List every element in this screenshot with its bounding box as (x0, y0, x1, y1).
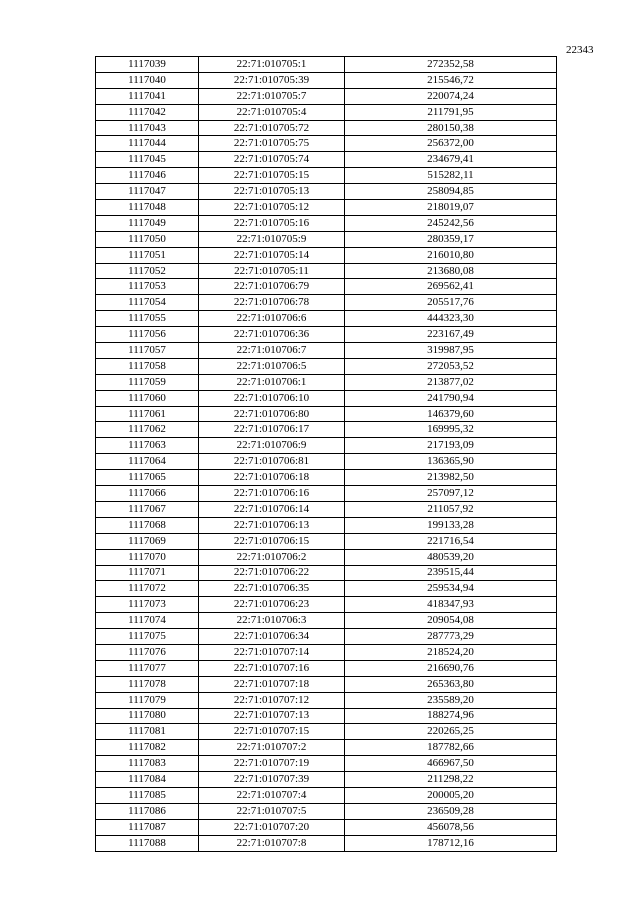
row-number-cell: 1117085 (96, 787, 199, 803)
row-number-cell: 1117059 (96, 374, 199, 390)
cadastral-value-cell: 272352,58 (345, 57, 557, 73)
cadastral-value-cell: 319987,95 (345, 343, 557, 359)
table-row (96, 803, 557, 819)
cadastral-number-cell: 22:71:010707:2 (199, 740, 345, 756)
cadastral-value-cell: 265363,80 (345, 676, 557, 692)
cadastral-number-cell: 22:71:010706:34 (199, 629, 345, 645)
row-number-cell: 1117076 (96, 644, 199, 660)
cadastral-number-cell: 22:71:010707:8 (199, 835, 345, 851)
table-row (96, 184, 557, 200)
cadastral-value-cell: 480539,20 (345, 549, 557, 565)
table-row (96, 215, 557, 231)
cadastral-number-cell: 22:71:010707:4 (199, 787, 345, 803)
row-number-cell: 1117053 (96, 279, 199, 295)
cadastral-value-cell: 200005,20 (345, 787, 557, 803)
cadastral-value-cell: 239515,44 (345, 565, 557, 581)
table-row (96, 327, 557, 343)
table-row (96, 676, 557, 692)
table-row (96, 168, 557, 184)
cadastral-value-cell: 236509,28 (345, 803, 557, 819)
cadastral-number-cell: 22:71:010705:74 (199, 152, 345, 168)
table-row (96, 200, 557, 216)
cadastral-value-cell: 217193,09 (345, 438, 557, 454)
table-row (96, 692, 557, 708)
cadastral-value-cell: 199133,28 (345, 517, 557, 533)
table-row (96, 772, 557, 788)
cadastral-value-cell: 456078,56 (345, 819, 557, 835)
row-number-cell: 1117088 (96, 835, 199, 851)
cadastral-number-cell: 22:71:010706:80 (199, 406, 345, 422)
table-row (96, 660, 557, 676)
cadastral-value-cell: 188274,96 (345, 708, 557, 724)
row-number-cell: 1117056 (96, 327, 199, 343)
cadastral-number-cell: 22:71:010707:14 (199, 644, 345, 660)
cadastral-number-cell: 22:71:010707:39 (199, 772, 345, 788)
cadastral-value-cell: 269562,41 (345, 279, 557, 295)
row-number-cell: 1117057 (96, 343, 199, 359)
cadastral-number-cell: 22:71:010707:18 (199, 676, 345, 692)
cadastral-number-cell: 22:71:010707:5 (199, 803, 345, 819)
cadastral-value-cell: 220074,24 (345, 88, 557, 104)
cadastral-number-cell: 22:71:010706:79 (199, 279, 345, 295)
row-number-cell: 1117087 (96, 819, 199, 835)
cadastral-number-cell: 22:71:010705:9 (199, 231, 345, 247)
cadastral-value-cell: 223167,49 (345, 327, 557, 343)
cadastral-number-cell: 22:71:010707:16 (199, 660, 345, 676)
table-row (96, 136, 557, 152)
row-number-cell: 1117069 (96, 533, 199, 549)
row-number-cell: 1117041 (96, 88, 199, 104)
cadastral-value-cell: 178712,16 (345, 835, 557, 851)
row-number-cell: 1117054 (96, 295, 199, 311)
row-number-cell: 1117042 (96, 104, 199, 120)
cadastral-number-cell: 22:71:010706:18 (199, 470, 345, 486)
cadastral-value-cell: 211298,22 (345, 772, 557, 788)
table-row (96, 740, 557, 756)
row-number-cell: 1117072 (96, 581, 199, 597)
cadastral-number-cell: 22:71:010706:10 (199, 390, 345, 406)
cadastral-value-cell: 280359,17 (345, 231, 557, 247)
table-row (96, 819, 557, 835)
cadastral-value-cell: 418347,93 (345, 597, 557, 613)
cadastral-number-cell: 22:71:010706:22 (199, 565, 345, 581)
table-row (96, 88, 557, 104)
cadastral-number-cell: 22:71:010707:12 (199, 692, 345, 708)
table-row (96, 343, 557, 359)
row-number-cell: 1117073 (96, 597, 199, 613)
cadastral-value-cell: 213877,02 (345, 374, 557, 390)
cadastral-value-cell: 213680,08 (345, 263, 557, 279)
table-row (96, 263, 557, 279)
row-number-cell: 1117077 (96, 660, 199, 676)
row-number-cell: 1117049 (96, 215, 199, 231)
cadastral-value-cell: 257097,12 (345, 486, 557, 502)
cadastral-value-cell: 213982,50 (345, 470, 557, 486)
row-number-cell: 1117082 (96, 740, 199, 756)
row-number-cell: 1117067 (96, 501, 199, 517)
row-number-cell: 1117060 (96, 390, 199, 406)
row-number-cell: 1117066 (96, 486, 199, 502)
row-number-cell: 1117052 (96, 263, 199, 279)
row-number-cell: 1117046 (96, 168, 199, 184)
table-row (96, 549, 557, 565)
table-row (96, 247, 557, 263)
cadastral-value-cell: 515282,11 (345, 168, 557, 184)
cadastral-number-cell: 22:71:010705:1 (199, 57, 345, 73)
table-row (96, 708, 557, 724)
cadastral-value-cell: 280150,38 (345, 120, 557, 136)
cadastral-number-cell: 22:71:010706:15 (199, 533, 345, 549)
table-row (96, 613, 557, 629)
page-number: 22343 (566, 44, 594, 56)
row-number-cell: 1117039 (96, 57, 199, 73)
cadastral-value-cell: 146379,60 (345, 406, 557, 422)
cadastral-value-cell: 218524,20 (345, 644, 557, 660)
table-row (96, 454, 557, 470)
cadastral-number-cell: 22:71:010705:4 (199, 104, 345, 120)
cadastral-value-cell: 205517,76 (345, 295, 557, 311)
table-row (96, 72, 557, 88)
cadastral-number-cell: 22:71:010705:12 (199, 200, 345, 216)
cadastral-number-cell: 22:71:010706:16 (199, 486, 345, 502)
table-row (96, 311, 557, 327)
cadastral-number-cell: 22:71:010706:35 (199, 581, 345, 597)
cadastral-value-cell: 216010,80 (345, 247, 557, 263)
cadastral-number-cell: 22:71:010707:15 (199, 724, 345, 740)
table-row (96, 374, 557, 390)
cadastral-value-cell: 272053,52 (345, 358, 557, 374)
table-row (96, 565, 557, 581)
table-row (96, 358, 557, 374)
row-number-cell: 1117086 (96, 803, 199, 819)
row-number-cell: 1117045 (96, 152, 199, 168)
row-number-cell: 1117043 (96, 120, 199, 136)
row-number-cell: 1117083 (96, 756, 199, 772)
row-number-cell: 1117079 (96, 692, 199, 708)
table-row (96, 501, 557, 517)
row-number-cell: 1117084 (96, 772, 199, 788)
row-number-cell: 1117062 (96, 422, 199, 438)
table-row (96, 406, 557, 422)
cadastral-number-cell: 22:71:010707:19 (199, 756, 345, 772)
cadastral-value-cell: 258094,85 (345, 184, 557, 200)
row-number-cell: 1117061 (96, 406, 199, 422)
cadastral-value-cell: 169995,32 (345, 422, 557, 438)
table-row (96, 597, 557, 613)
table-row (96, 438, 557, 454)
row-number-cell: 1117070 (96, 549, 199, 565)
row-number-cell: 1117047 (96, 184, 199, 200)
table-body (96, 57, 557, 852)
table-row (96, 104, 557, 120)
row-number-cell: 1117050 (96, 231, 199, 247)
table-row (96, 517, 557, 533)
cadastral-value-cell: 256372,00 (345, 136, 557, 152)
table-row (96, 533, 557, 549)
cadastral-number-cell: 22:71:010706:1 (199, 374, 345, 390)
cadastral-value-cell: 216690,76 (345, 660, 557, 676)
cadastral-value-cell: 259534,94 (345, 581, 557, 597)
table-row (96, 152, 557, 168)
cadastral-value-cell: 221716,54 (345, 533, 557, 549)
cadastral-number-cell: 22:71:010707:20 (199, 819, 345, 835)
row-number-cell: 1117064 (96, 454, 199, 470)
cadastral-value-table (95, 56, 557, 852)
cadastral-number-cell: 22:71:010706:17 (199, 422, 345, 438)
row-number-cell: 1117044 (96, 136, 199, 152)
cadastral-value-cell: 444323,30 (345, 311, 557, 327)
table-row (96, 231, 557, 247)
table-row (96, 787, 557, 803)
cadastral-number-cell: 22:71:010705:14 (199, 247, 345, 263)
row-number-cell: 1117080 (96, 708, 199, 724)
row-number-cell: 1117058 (96, 358, 199, 374)
cadastral-number-cell: 22:71:010706:2 (199, 549, 345, 565)
table-row (96, 57, 557, 73)
cadastral-value-cell: 218019,07 (345, 200, 557, 216)
table-row (96, 295, 557, 311)
cadastral-number-cell: 22:71:010705:72 (199, 120, 345, 136)
table-row (96, 390, 557, 406)
table-row (96, 629, 557, 645)
row-number-cell: 1117063 (96, 438, 199, 454)
cadastral-value-cell: 241790,94 (345, 390, 557, 406)
row-number-cell: 1117051 (96, 247, 199, 263)
cadastral-number-cell: 22:71:010706:81 (199, 454, 345, 470)
row-number-cell: 1117048 (96, 200, 199, 216)
cadastral-number-cell: 22:71:010706:78 (199, 295, 345, 311)
row-number-cell: 1117071 (96, 565, 199, 581)
cadastral-number-cell: 22:71:010705:11 (199, 263, 345, 279)
table-row (96, 120, 557, 136)
row-number-cell: 1117075 (96, 629, 199, 645)
cadastral-number-cell: 22:71:010706:36 (199, 327, 345, 343)
row-number-cell: 1117065 (96, 470, 199, 486)
cadastral-value-cell: 235589,20 (345, 692, 557, 708)
row-number-cell: 1117068 (96, 517, 199, 533)
table-row (96, 724, 557, 740)
cadastral-value-cell: 234679,41 (345, 152, 557, 168)
cadastral-number-cell: 22:71:010706:9 (199, 438, 345, 454)
row-number-cell: 1117040 (96, 72, 199, 88)
table-row (96, 644, 557, 660)
cadastral-value-cell: 136365,90 (345, 454, 557, 470)
cadastral-value-cell: 209054,08 (345, 613, 557, 629)
table-row (96, 835, 557, 851)
row-number-cell: 1117055 (96, 311, 199, 327)
cadastral-number-cell: 22:71:010705:75 (199, 136, 345, 152)
table-row (96, 581, 557, 597)
cadastral-value-cell: 211057,92 (345, 501, 557, 517)
cadastral-number-cell: 22:71:010706:6 (199, 311, 345, 327)
cadastral-number-cell: 22:71:010707:13 (199, 708, 345, 724)
table-row (96, 756, 557, 772)
row-number-cell: 1117081 (96, 724, 199, 740)
cadastral-value-cell: 287773,29 (345, 629, 557, 645)
cadastral-number-cell: 22:71:010706:13 (199, 517, 345, 533)
cadastral-number-cell: 22:71:010705:15 (199, 168, 345, 184)
cadastral-value-cell: 220265,25 (345, 724, 557, 740)
cadastral-number-cell: 22:71:010706:14 (199, 501, 345, 517)
cadastral-number-cell: 22:71:010705:39 (199, 72, 345, 88)
cadastral-value-cell: 245242,56 (345, 215, 557, 231)
cadastral-number-cell: 22:71:010706:3 (199, 613, 345, 629)
cadastral-number-cell: 22:71:010706:5 (199, 358, 345, 374)
row-number-cell: 1117074 (96, 613, 199, 629)
table-row (96, 422, 557, 438)
cadastral-number-cell: 22:71:010705:7 (199, 88, 345, 104)
cadastral-value-cell: 187782,66 (345, 740, 557, 756)
cadastral-number-cell: 22:71:010706:7 (199, 343, 345, 359)
cadastral-value-cell: 215546,72 (345, 72, 557, 88)
row-number-cell: 1117078 (96, 676, 199, 692)
table-row (96, 279, 557, 295)
table-row (96, 486, 557, 502)
cadastral-value-cell: 466967,50 (345, 756, 557, 772)
table-row (96, 470, 557, 486)
cadastral-number-cell: 22:71:010706:23 (199, 597, 345, 613)
cadastral-number-cell: 22:71:010705:13 (199, 184, 345, 200)
cadastral-number-cell: 22:71:010705:16 (199, 215, 345, 231)
cadastral-value-cell: 211791,95 (345, 104, 557, 120)
